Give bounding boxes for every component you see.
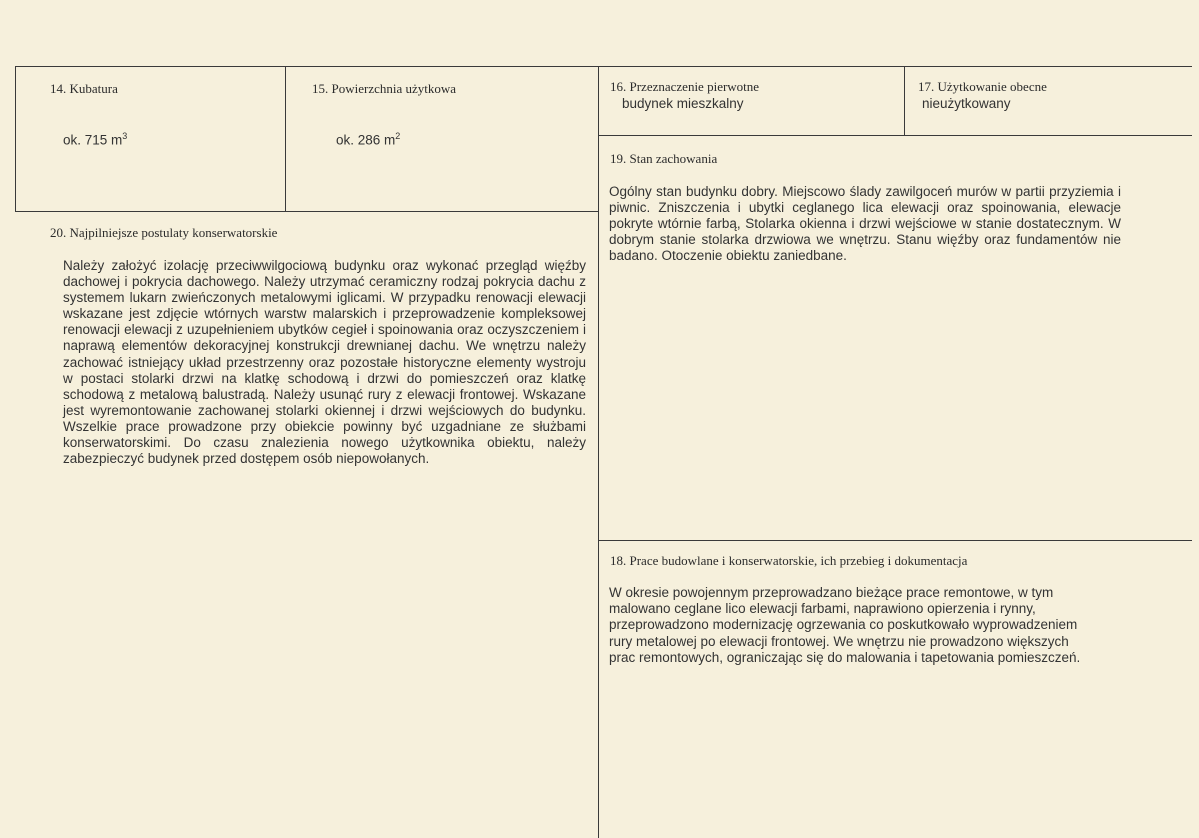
field-18-line: rury metalowej po elewacji frontowej. We wnętrzu nie prowadzono większych — [609, 633, 1069, 649]
field-14-value-text: ok. 715 m — [63, 132, 123, 148]
field-15-value — [336, 131, 400, 148]
row-divider-left — [15, 211, 598, 212]
field-16-label: 16. Przeznaczenie pierwotne — [610, 79, 760, 94]
field-20-text: Należy założyć izolację przeciwwilgociową budynku oraz wykonać przegląd więźby dachowej i pokrycia dachowego. Należy utrzymać ceramiczny rodzaj pokrycia dachu z systemem lukarn zwieńczonych metalowymi iglicami. W przypadku renowacji elewacji wskazane jest zdjęcie wtórnych warstw malarskich i przeprowadzenie kompleksowej renowacji elewacji z uzupełnieniem ubytków cegieł i spoinowania oraz oczyszczeniem i naprawą elementów dekoracyjnej konstrukcji drewnianej dachu. We wnętrzu należy zachować istniejący układ przestrzenny oraz pozostałe historyczne elementy wystroju w postaci stolarki drzwi na klatkę schodową i drzwi do pomieszczeń oraz klatkę schodową z metalową balustradą. Należy usunąć rury z elewacji frontowej. Wskazane jest wyremontowanie zachowanej stolarki okiennej i drzwi wejściowych do budynku. Wszelkie prace prowadzone przy obiekcie powinny być uzgadniane ze służbami konserwatorskimi. Do czasu znalezienia nowego użytkownika obiektu, należy zabezpieczyć budynek przed dostępem osób niepowołanych. — [63, 258, 586, 467]
field-18-line: malowano ceglane lico elewacji farbami, naprawiono opierzenia i rynny, — [609, 601, 1036, 617]
field-15-value-text: ok. 286 m — [336, 132, 396, 148]
top-border — [15, 66, 1192, 67]
field-18-line: W okresie powojennym przeprowadzano bieżące prace remontowe, w tym — [609, 585, 1054, 600]
field-15-label: 15. Powierzchnia użytkowa — [312, 81, 457, 96]
col-divider-14-15 — [285, 66, 286, 212]
left-border — [15, 66, 16, 212]
field-16-value: budynek mieszkalny — [622, 96, 744, 111]
field-18-label: 18. Prace budowlane i konserwatorskie, ich przebieg i dokumentacja — [610, 553, 968, 568]
field-18-line: prac remontowych, ograniczając się do malowania i tapetowania pomieszczeń. — [609, 649, 1081, 665]
field-20-label: 20. Najpilniejsze postulaty konserwatorskie — [50, 225, 278, 240]
field-19-label: 19. Stan zachowania — [610, 151, 718, 166]
col-divider-16-17 — [904, 66, 905, 136]
row-divider-right — [598, 540, 1192, 541]
field-14-value — [63, 131, 127, 148]
field-17-value: nieużytkowany — [922, 96, 1011, 111]
center-divider — [598, 66, 599, 838]
field-14-label: 14. Kubatura — [50, 81, 118, 96]
row-divider-upper-right — [598, 135, 1192, 136]
field-15-unit-exponent: 2 — [395, 131, 401, 141]
field-14-unit-exponent: 3 — [122, 131, 128, 141]
field-18-text — [609, 585, 1169, 666]
field-17-label: 17. Użytkowanie obecne — [918, 79, 1047, 94]
field-18-line: przeprowadzono modernizację ogrzewania co poskutkowało wyprowadzeniem — [609, 617, 1078, 633]
field-19-text: Ogólny stan budynku dobry. Miejscowo ślady zawilgoceń murów w partii przyziemia i piwnic. Zniszczenia i ubytki ceglanego lica elewacji oraz spoinowania, elewacje pokryte wtórnie farbą, Stolarka okienna i drzwi wejściowe w stanie dostatecznym. W dobrym stanie stolarka drzwiowa we wnętrzu. Stanu więźby oraz fundamentów nie badano. Otoczenie obiektu zaniedbane. — [609, 184, 1121, 264]
